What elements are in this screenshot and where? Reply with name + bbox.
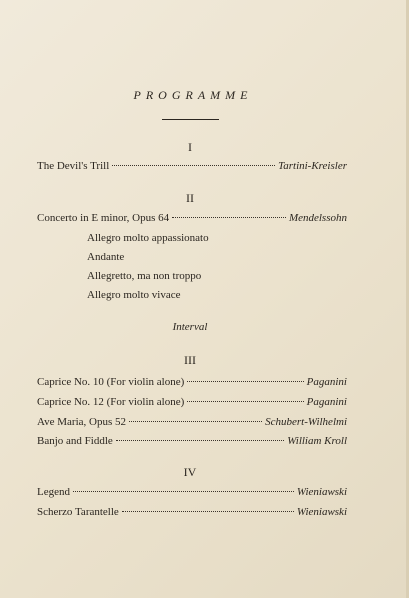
programme-item: [37, 160, 347, 174]
dot-leader: [112, 165, 275, 166]
dot-leader: [129, 421, 262, 422]
piece-title: Caprice No. 10 (For violin alone): [37, 376, 185, 388]
composer-name: Wieniawski: [296, 486, 347, 498]
section-numeral-ii: II: [186, 191, 194, 205]
programme-item: [37, 416, 347, 430]
section-numeral-iii: III: [184, 353, 196, 367]
programme-title-text: PROGRAMME: [133, 88, 253, 102]
programme-item: [37, 506, 347, 520]
programme-item: [37, 376, 347, 390]
dot-leader: [116, 440, 284, 441]
composer-name: William Kroll: [287, 435, 347, 447]
composer-name: Paganini: [306, 376, 347, 388]
piece-title: Caprice No. 12 (For violin alone): [37, 396, 185, 408]
dot-leader: [187, 381, 303, 382]
dot-leader: [73, 491, 294, 492]
piece-title: The Devil's Trill: [37, 160, 110, 172]
movement: Allegro molto appassionato: [87, 232, 209, 244]
programme-item: [37, 486, 347, 500]
dot-leader: [122, 511, 294, 512]
movement: Allegretto, ma non troppo: [87, 270, 202, 282]
piece-title: Legend: [37, 486, 70, 498]
movement: Andante: [87, 251, 125, 263]
piece-title: Concerto in E minor, Opus 64: [37, 212, 170, 224]
composer-name: Paganini: [306, 396, 347, 408]
title-rule: [162, 119, 219, 120]
piece-title: Ave Maria, Opus 52: [37, 416, 126, 428]
composer-name: Tartini-Kreisler: [278, 160, 347, 172]
programme-item: [37, 396, 347, 410]
interval-label: Interval: [172, 321, 208, 333]
section-numeral-iv: IV: [183, 465, 197, 479]
piece-title: Banjo and Fiddle: [37, 435, 113, 447]
programme-title: [0, 88, 380, 103]
section-numeral-i: I: [188, 140, 192, 154]
piece-title: Scherzo Tarantelle: [37, 506, 119, 518]
programme-item: [37, 212, 347, 226]
dot-leader: [172, 217, 286, 218]
programme-item: [37, 435, 347, 449]
composer-name: Wieniawski: [296, 506, 347, 518]
composer-name: Mendelssohn: [288, 212, 347, 224]
movement: Allegro molto vivace: [87, 289, 181, 301]
composer-name: Schubert-Wilhelmi: [265, 416, 347, 428]
dot-leader: [187, 401, 303, 402]
